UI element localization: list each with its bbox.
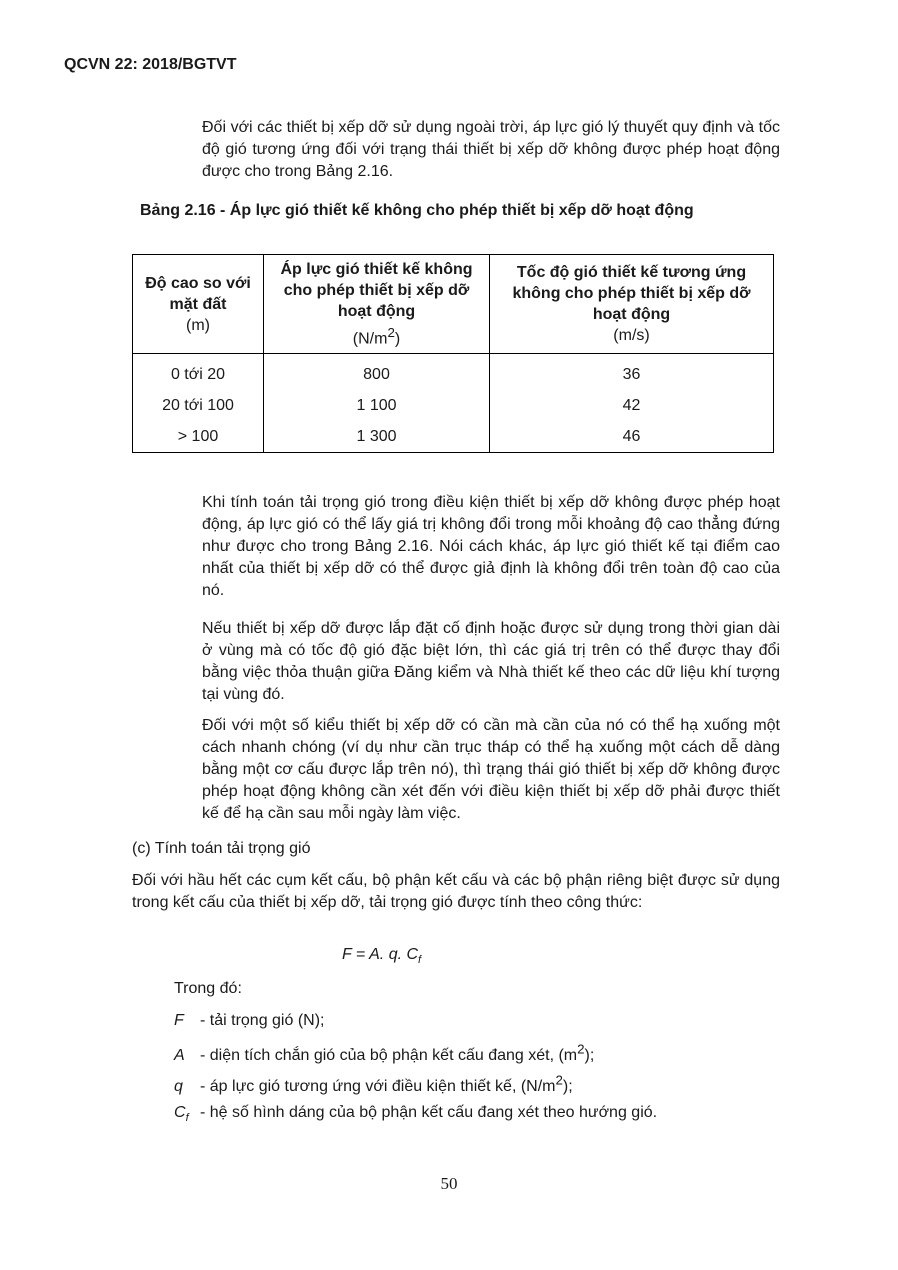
legend-text: - diện tích chắn gió của bộ phận kết cấu đang xét, $(m^2)$; <box>200 1042 595 1065</box>
cell-pressure: 800 <box>264 354 490 391</box>
legend-item <box>174 1042 594 1068</box>
wind-pressure-table <box>132 254 774 453</box>
legend-symbol: A <box>174 1047 185 1065</box>
table-header-row <box>133 255 774 354</box>
legend-item <box>174 1073 573 1099</box>
table-row <box>133 390 774 421</box>
table-row <box>133 421 774 453</box>
legend-symbol: $C_f$ <box>174 1104 189 1125</box>
header-height-label: Độ cao so với mặt đất <box>145 274 251 313</box>
legend-item <box>174 1012 324 1032</box>
cell-speed: 46 <box>490 421 774 453</box>
table-row <box>133 354 774 391</box>
wind-load-formula: F = A. q. $C_f$ <box>342 946 422 967</box>
legend-intro: Trong đó: <box>174 980 242 997</box>
cell-speed: 42 <box>490 390 774 421</box>
header-pressure <box>264 255 490 354</box>
header-height-unit: (m) <box>186 316 210 334</box>
cell-speed: 36 <box>490 354 774 391</box>
cell-height: > 100 <box>133 421 264 453</box>
header-pressure-label: Áp lực gió thiết kế không cho phép thiết bị xếp dỡ hoạt động <box>280 261 473 320</box>
page-number: 50 <box>440 1174 458 1193</box>
section-c-body: Đối với hầu hết các cụm kết cấu, bộ phận kết cấu và các bộ phận riêng biệt được sử dụng trong kết cấu của thiết bị xếp dỡ, tải trọng gió được tính theo công thức: <box>132 872 780 911</box>
document-code-header: QCVN 22: 2018/BGTVT <box>64 56 237 73</box>
legend-text: - áp lực gió tương ứng với điều kiện thiết kế, $(N/m^2)$; <box>200 1073 573 1096</box>
legend-symbol: F <box>174 1012 184 1029</box>
header-speed-label: Tốc độ gió thiết kế tương ứng không cho phép thiết bị xếp dỡ hoạt động <box>512 264 751 324</box>
paragraph-fixed-installation: Nếu thiết bị xếp dỡ được lắp đặt cố định hoặc được sử dụng trong thời gian dài ở vùng mà có tốc độ gió đặc biệt lớn, thì các giá trị trên có thể được thay đổi bằng việc thỏa thuận giữa Đăng kiểm và Nhà thiết kế theo các dữ liệu khí tượng tại vùng đó. <box>202 620 780 703</box>
legend-item <box>174 1104 657 1124</box>
header-pressure-unit: $(N/m^2)$ <box>352 325 401 348</box>
intro-paragraph: Đối với các thiết bị xếp dỡ sử dụng ngoài trời, áp lực gió lý thuyết quy định và tốc độ gió tương ứng đối với trạng thái thiết bị xếp dỡ không được phép hoạt động được cho trong Bảng 2.16. <box>202 119 780 180</box>
paragraph-boom-lowering: Đối với một số kiểu thiết bị xếp dỡ có cần mà cần của nó có thể hạ xuống một cách nhanh chóng (ví dụ như cần trục tháp có thể hạ xuống một cách dễ dàng bằng một cơ cấu được lắp trên nó), thì trạng thái gió thiết bị xếp dỡ không được phép hoạt động không cần xét đến với điều kiện thiết bị xếp dỡ phải được thiết kế để hạ cần sau mỗi ngày làm việc. <box>202 717 780 822</box>
paragraph-constant-pressure: Khi tính toán tải trọng gió trong điều kiện thiết bị xếp dỡ không được phép hoạt động, áp lực gió có thể lấy giá trị không đổi trong mỗi khoảng độ cao thẳng đứng như được cho trong Bảng 2.16. Nói cách khác, áp lực gió thiết kế tại điểm cao nhất của thiết bị xếp dỡ có thể được giả định là không đổi trên toàn độ cao của nó. <box>202 494 780 599</box>
header-speed <box>490 255 774 354</box>
cell-height: 0 tới 20 <box>133 354 264 391</box>
legend-text: - hệ số hình dáng của bộ phận kết cấu đang xét theo hướng gió. <box>200 1104 658 1121</box>
legend-symbol: q <box>174 1078 183 1096</box>
table-caption: Bảng 2.16 - Áp lực gió thiết kế không cho phép thiết bị xếp dỡ hoạt động <box>140 202 694 219</box>
section-c-heading: (c) Tính toán tải trọng gió <box>132 840 311 857</box>
header-height <box>133 255 264 354</box>
cell-pressure: 1 300 <box>264 421 490 453</box>
header-speed-unit: (m/s) <box>613 327 650 345</box>
legend-text: - tải trọng gió (N); <box>200 1012 325 1029</box>
cell-pressure: 1 100 <box>264 390 490 421</box>
cell-height: 20 tới 100 <box>133 390 264 421</box>
